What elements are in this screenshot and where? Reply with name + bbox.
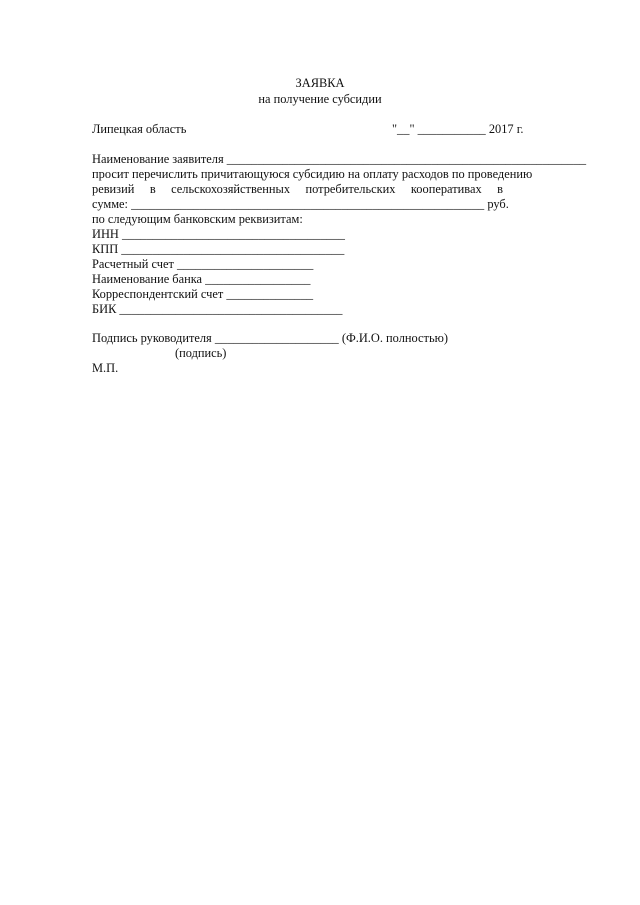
sum-line: сумме: _________________________________________________________ руб. [92,197,509,211]
bank-details-intro: по следующим банковским реквизитам: [92,212,303,226]
seal-mark: М.П. [92,361,119,375]
revision-word: ревизий [92,182,135,196]
inn-field: ИНН ____________________________________ [92,227,345,241]
account-field: Расчетный счет ______________________ [92,257,314,271]
revision-word: в [497,182,503,196]
bik-field: БИК ____________________________________ [92,302,343,316]
region-label: Липецкая область [92,122,187,136]
document-title: ЗАЯВКА [295,76,345,90]
signature-line: Подпись руководителя ____________________ (Ф.И.О. полностью) [92,331,448,345]
signature-caption: (подпись) [175,346,227,360]
kpp-field: КПП ____________________________________ [92,242,345,256]
applicant-name-line: Наименование заявителя __________________________________________________________ [92,152,587,166]
revision-text-line [92,182,503,196]
date-field: "__" ___________ 2017 г. [392,122,524,136]
request-text-line: просит перечислить причитающуюся субсидию на оплату расходов по проведению [92,167,533,181]
revision-word: кооперативах [410,182,482,196]
corr-account-field: Корреспондентский счет ______________ [92,287,314,301]
document-subtitle: на получение субсидии [258,92,382,106]
bank-name-field: Наименование банка _________________ [92,272,311,286]
revision-word: потребительских [305,182,396,196]
revision-word: в [149,182,156,196]
revision-word: сельскохозяйственных [171,182,291,196]
